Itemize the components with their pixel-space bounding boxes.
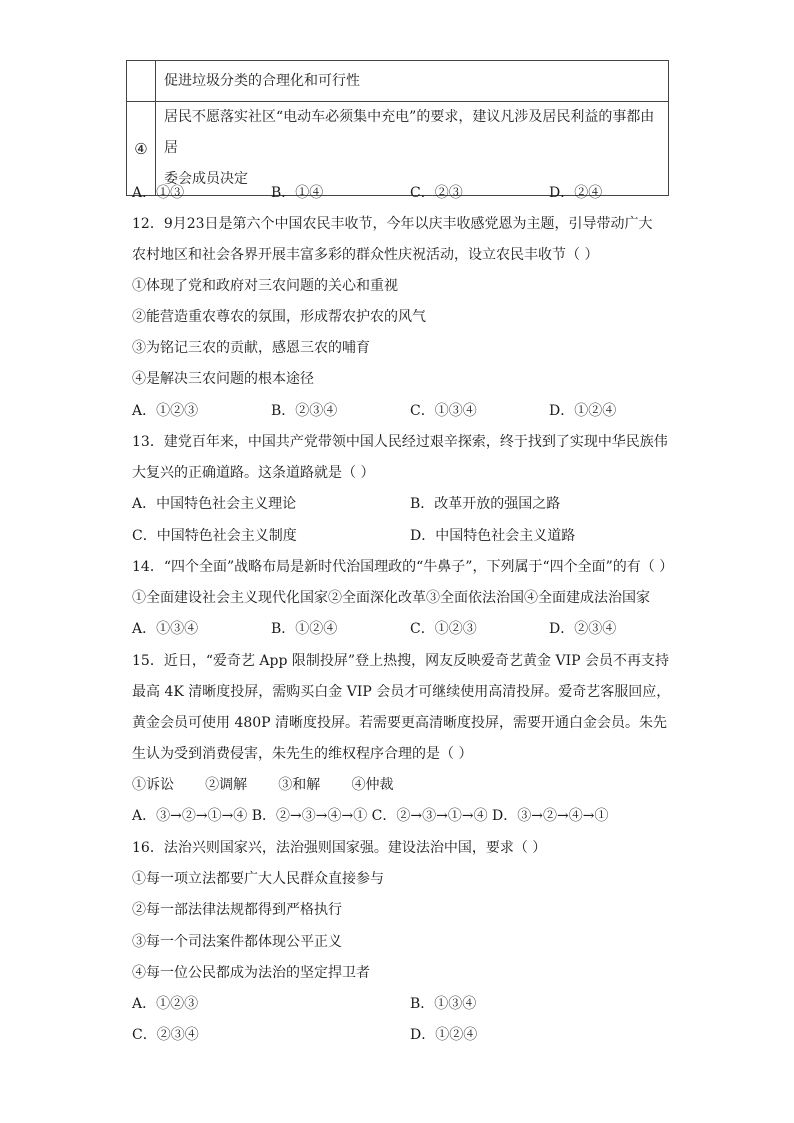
q15-stem: 黄金会员可使用 480P 清晰度投屏。若需要更高清晰度投屏，需要开通白金会员。朱先 xyxy=(132,715,668,731)
q14-choice-b[interactable]: B．①②④ xyxy=(271,621,338,637)
q16-stem: 16．法治兴则国家兴，法治强则国家强。建设法治中国，要求（ ） xyxy=(132,840,547,856)
q13-choice-a[interactable]: A．中国特色社会主义理论 xyxy=(132,496,297,512)
q13-choice-c[interactable]: C．中国特色社会主义制度 xyxy=(132,528,297,544)
q12-stem: 12．9月23日是第六个中国农民丰收节，今年以庆丰收感党恩为主题，引导带动广大 xyxy=(132,216,653,232)
q12-stem: 农村地区和社会各界开展丰富多彩的群众性庆祝活动，设立农民丰收节（ ） xyxy=(132,247,599,263)
q11-choice-c[interactable]: C．②③ xyxy=(410,185,463,201)
q12-statement: ②能营造重农尊农的氛围，形成帮农护农的风气 xyxy=(132,309,426,325)
q14-choice-c[interactable]: C．①②③ xyxy=(410,621,477,637)
q14-choice-a[interactable]: A．①③④ xyxy=(132,621,199,637)
q15-stem: 生认为受到消费侵害，朱先生的维权程序合理的是（ ） xyxy=(132,746,473,762)
q16-statement: ①每一项立法都要广大人民群众直接参与 xyxy=(132,871,384,887)
q13-stem: 13．建党百年来，中国共产党带领中国人民经过艰辛探索，终于找到了实现中华民族伟 xyxy=(132,434,668,450)
row-text-line: 居民不愿落实社区“电动车必须集中充电”的要求，建议凡涉及居民利益的事都由居 xyxy=(164,109,655,156)
q12-choice-d[interactable]: D．①②④ xyxy=(549,403,617,419)
row-text-line: 委会成员决定 xyxy=(164,171,248,187)
q11-choice-d[interactable]: D．②④ xyxy=(549,185,603,201)
q13-choice-d[interactable]: D．中国特色社会主义道路 xyxy=(410,528,576,544)
q12-choice-b[interactable]: B．②③④ xyxy=(271,403,338,419)
q16-choice-c[interactable]: C．②③④ xyxy=(132,1027,199,1043)
q16-choice-b[interactable]: B．①③④ xyxy=(410,996,477,1012)
q12-statement: ③为铭记三农的贡献，感恩三农的哺育 xyxy=(132,340,370,356)
q16-choice-a[interactable]: A．①②③ xyxy=(132,996,199,1012)
q12-choice-c[interactable]: C．①③④ xyxy=(410,403,477,419)
q15-choices[interactable]: A．③→②→①→④ B．②→③→④→① C．②→③→①→④ D．③→②→④→① xyxy=(132,808,609,824)
q14-choice-d[interactable]: D．②③④ xyxy=(549,621,617,637)
q14-statement: ①全面建设社会主义现代化国家②全面深化改革③全面依法治国④全面建成法治国家 xyxy=(132,590,650,606)
q14-stem: 14．“四个全面”战略布局是新时代治国理政的“牛鼻子”，下列属于“四个全面”的有（ ） xyxy=(132,559,674,575)
q16-statement: ④每一位公民都成为法治的坚定捍卫者 xyxy=(132,965,370,981)
q15-stem: 15．近日，“爱奇艺 App 限制投屏”登上热搜，网友反映爱奇艺黄金 VIP 会员不再支持 xyxy=(132,653,670,669)
q16-choice-d[interactable]: D．①②④ xyxy=(410,1027,478,1043)
q11-choice-a[interactable]: A．①③ xyxy=(132,185,185,201)
row-number: ④ xyxy=(127,102,156,196)
q12-statement: ④是解决三农问题的根本途径 xyxy=(132,371,314,387)
table-row xyxy=(127,61,669,102)
q12-choice-a[interactable]: A．①②③ xyxy=(132,403,199,419)
q12-statement: ①体现了党和政府对三农问题的关心和重视 xyxy=(132,278,398,294)
q15-stem: 最高 4K 清晰度投屏，需购买白金 VIP 会员才可继续使用高清投屏。爱奇艺客服回应， xyxy=(132,684,671,700)
q15-statements: ①诉讼 ②调解 ③和解 ④仲裁 xyxy=(132,777,394,793)
q16-statement: ③每一个司法案件都体现公平正义 xyxy=(132,934,342,950)
q13-stem: 大复兴的正确道路。这条道路就是（ ） xyxy=(132,465,375,481)
row-number xyxy=(127,61,156,102)
options-table xyxy=(126,60,669,196)
row-text xyxy=(156,102,669,196)
table-row xyxy=(127,102,669,196)
q13-choice-b[interactable]: B．改革开放的强国之路 xyxy=(410,496,561,512)
row-text: 促进垃圾分类的合理化和可行性 xyxy=(156,61,669,102)
q11-choice-b[interactable]: B．①④ xyxy=(271,185,324,201)
q16-statement: ②每一部法律法规都得到严格执行 xyxy=(132,902,342,918)
